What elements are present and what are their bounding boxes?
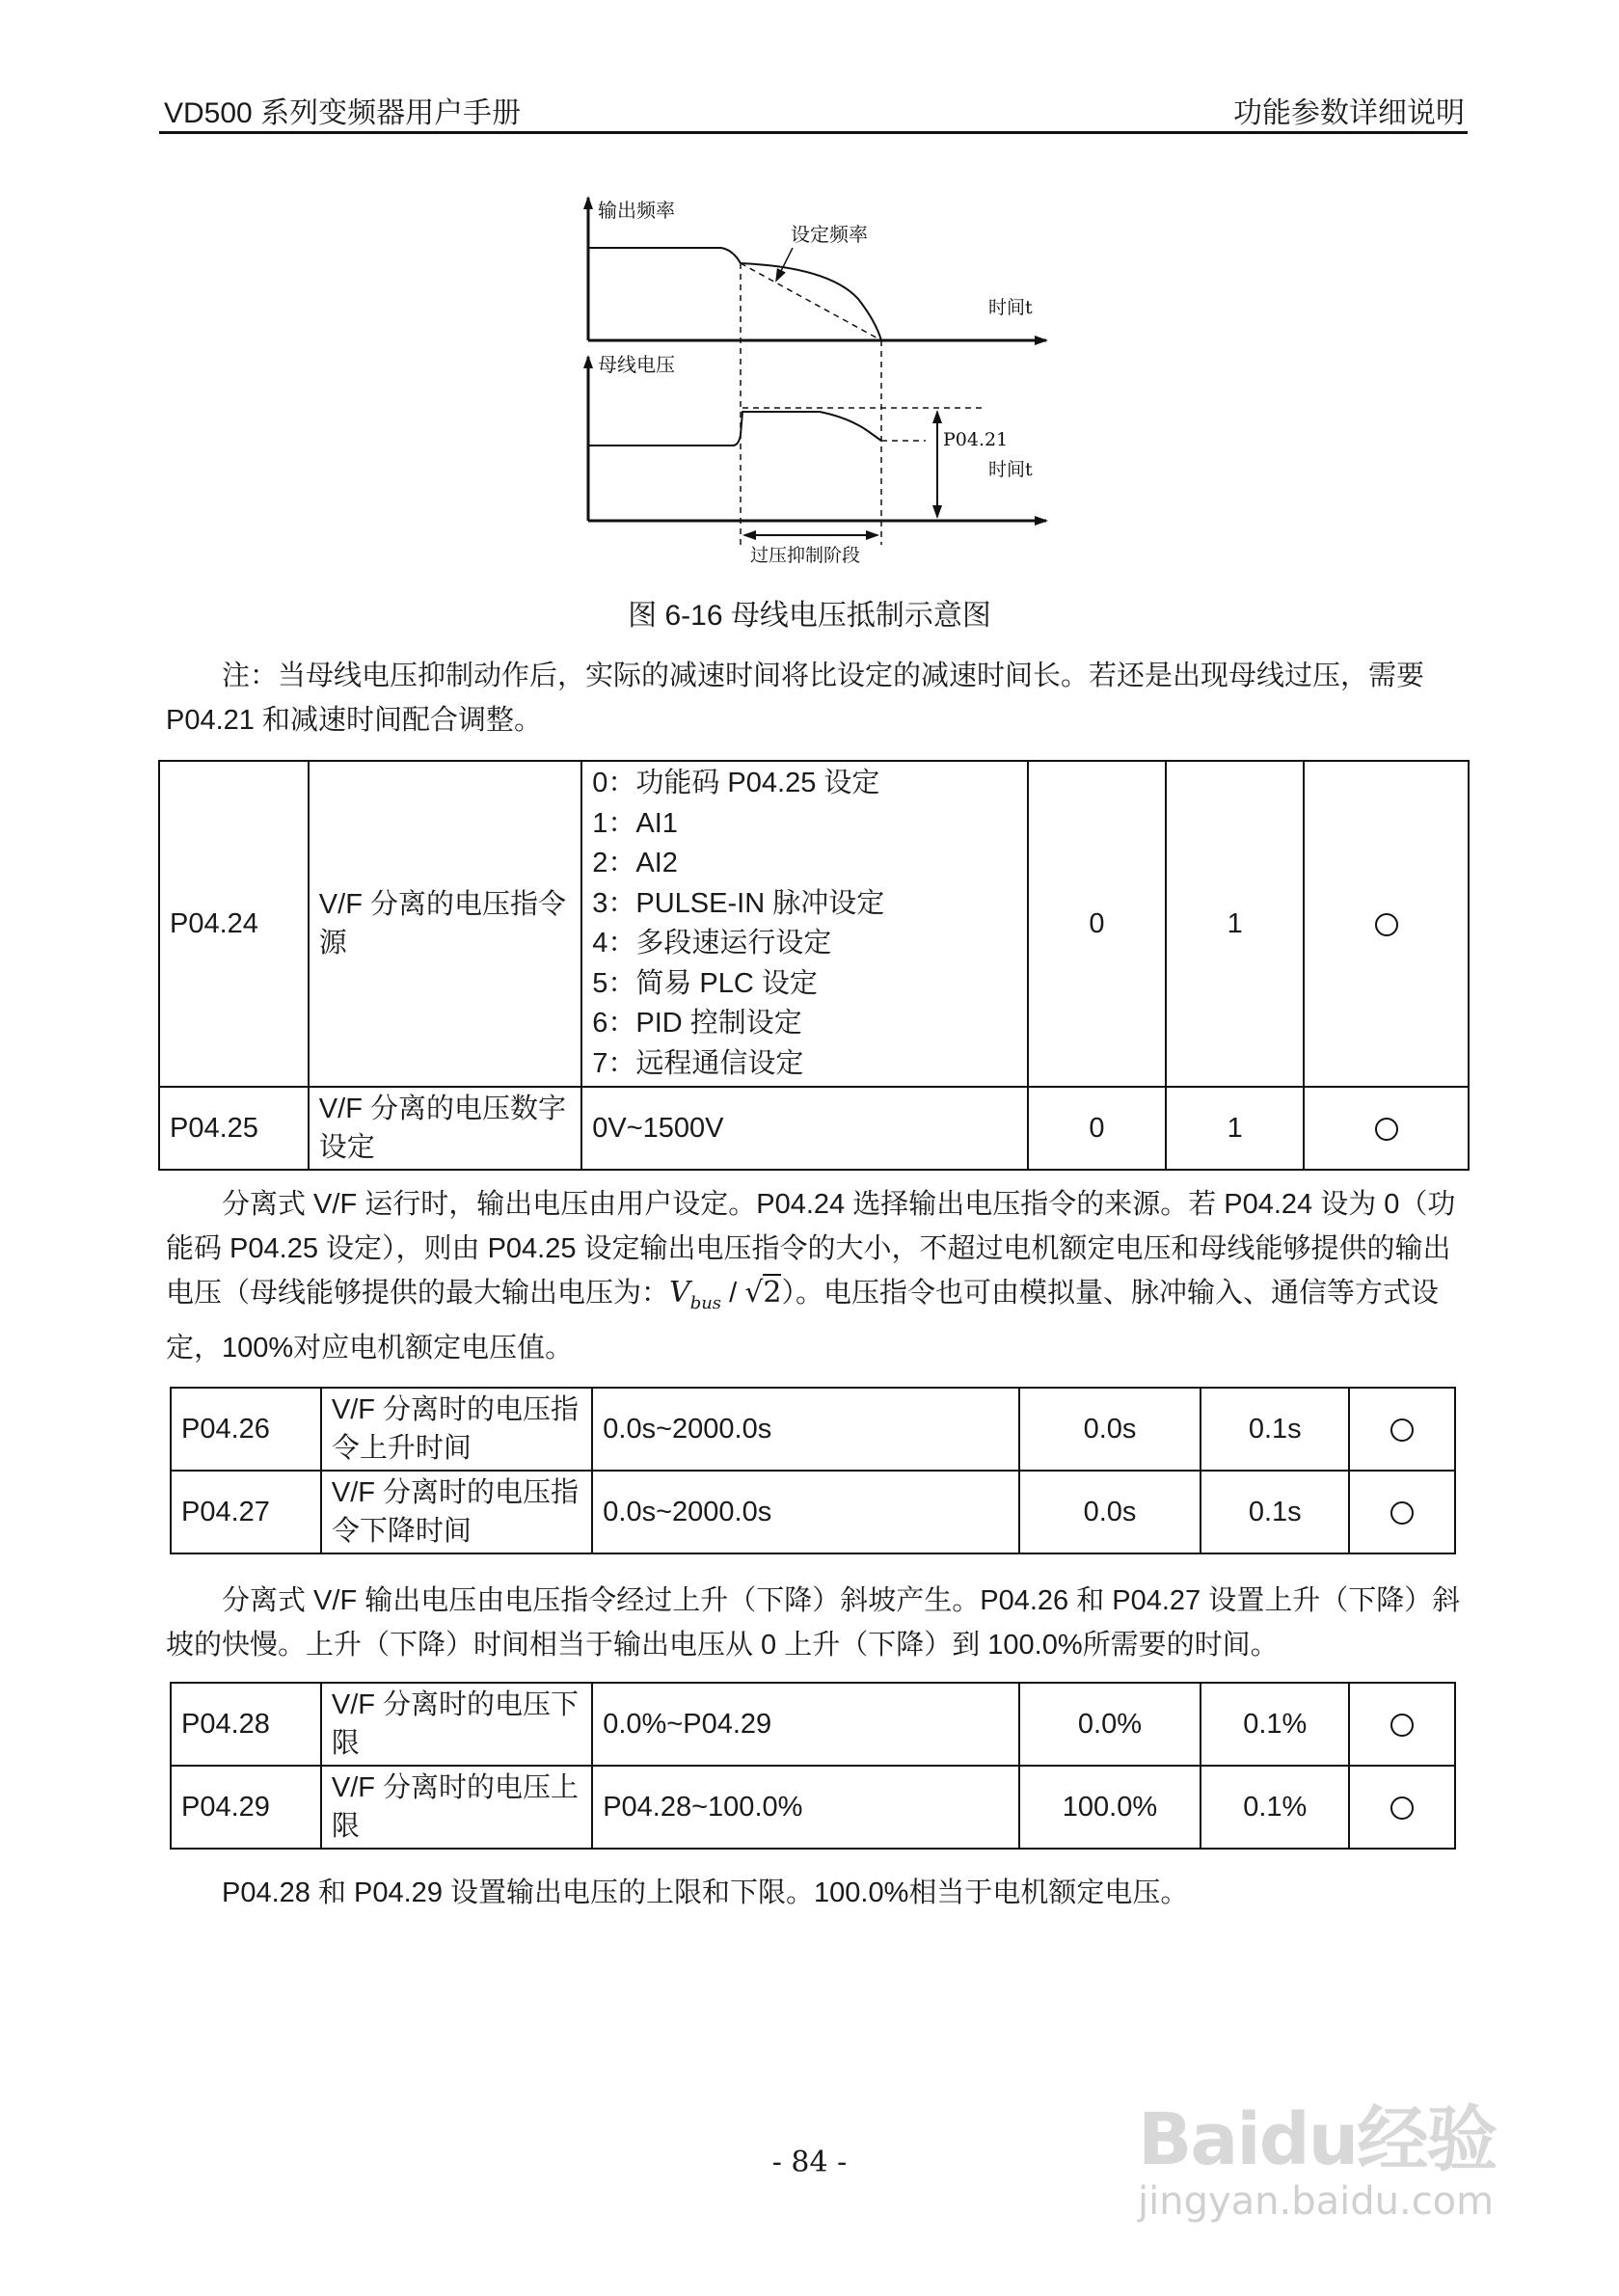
modifiable-indicator: [1349, 1766, 1455, 1849]
modifiable-indicator: [1304, 761, 1469, 1087]
set-frequency-label: 设定频率: [791, 223, 868, 246]
param-default: 0.0s: [1019, 1471, 1201, 1553]
param-name: V/F 分离时的电压下限: [321, 1683, 592, 1766]
figure-caption: 图 6-16 母线电压抵制示意图: [628, 600, 991, 632]
formula-num: 2: [763, 1276, 782, 1310]
vbus-symbol: [669, 1276, 722, 1313]
param-table-p0424-p0425: [158, 760, 1470, 1171]
output-frequency-curve: [588, 248, 881, 340]
circle-icon: [1390, 1501, 1414, 1525]
param-code: P04.25: [159, 1087, 309, 1170]
para2-text: 分离式 V/F 输出电压由电压指令经过上升（下降）斜坡产生。P04.26 和 P04.27 设置上升（下降）斜坡的快慢。上升（下降）时间相当于输出电压从 0 上升（下降）到 100.0%所需要的时间。: [166, 1585, 1461, 1661]
param-default: 0.0s: [1019, 1388, 1201, 1471]
param-range: 0.0%~P04.29: [592, 1683, 1018, 1766]
param-code: P04.27: [171, 1471, 321, 1553]
circle-icon: [1390, 1418, 1414, 1442]
formula-divider: /: [721, 1278, 745, 1309]
circle-icon: [1375, 1118, 1398, 1141]
sqrt-symbol: [744, 1274, 781, 1310]
p0421-label: P04.21: [943, 429, 1009, 450]
option-item: 7：远程通信设定: [592, 1047, 804, 1079]
param-name: V/F 分离的电压数字设定: [309, 1087, 581, 1170]
top-y-label: 输出频率: [598, 199, 675, 222]
top-x-label: 时间t: [988, 297, 1033, 318]
option-item: 3：PULSE-IN 脉冲设定: [592, 887, 885, 919]
formula-sqrt: √: [744, 1276, 764, 1310]
header-manual-title: VD500 系列变频器用户手册: [164, 97, 522, 129]
option-item: 0：功能码 P04.25 设定: [592, 768, 880, 798]
circle-icon: [1375, 913, 1398, 936]
bus-voltage-diagram: [540, 188, 1080, 574]
param-default: 100.0%: [1019, 1766, 1201, 1849]
param-default: 0.0%: [1019, 1683, 1201, 1766]
param-default: 0: [1028, 761, 1167, 1087]
option-item: 2：AI2: [592, 848, 678, 878]
bottom-x-label: 时间t: [988, 459, 1033, 480]
table-row: [159, 761, 1469, 1087]
table-row: [159, 1087, 1469, 1170]
param-name: V/F 分离时的电压指令下降时间: [321, 1471, 592, 1553]
param-range: 0V~1500V: [581, 1087, 1027, 1170]
modifiable-indicator: [1349, 1471, 1455, 1553]
param-table-p0428-p0429: [170, 1682, 1456, 1850]
param-unit: 0.1%: [1201, 1766, 1349, 1849]
param-default: 0: [1028, 1087, 1167, 1170]
param-range: 0.0s~2000.0s: [592, 1388, 1018, 1471]
overvoltage-stage-label: 过压抑制阶段: [750, 545, 861, 566]
option-item: 6：PID 控制设定: [592, 1008, 802, 1039]
para1-text-a: 分离式 V/F 运行时，输出电压由用户设定。P04.24 选择输出电压指令的来源。若 P04.24 设为 0（功能码 P04.25 设定），则由 P04.25 设定输出电压指令的大小，不超过电机额定电压和母线能够提供的输出电压（母线能够提供的最大输出电压为：: [166, 1189, 1456, 1309]
option-item: 1：AI1: [592, 807, 678, 839]
table-row: [171, 1471, 1455, 1553]
para1-text-b: ）。电压指令也可由模拟量、脉冲输入、通信等方式设定，100%对应电机额定电压值。: [166, 1278, 1439, 1364]
param-unit: 0.1s: [1201, 1388, 1349, 1471]
circle-icon: [1390, 1714, 1414, 1737]
formula-v: V: [669, 1276, 690, 1310]
watermark-url: jingyan.baidu.com: [1138, 2179, 1495, 2224]
note-paragraph: [166, 654, 1470, 743]
header-rule: [159, 131, 1468, 134]
option-item: 5：简易 PLC 设定: [592, 967, 818, 999]
param-range: 0.0s~2000.0s: [592, 1471, 1018, 1553]
param-table-p0426-p0427: [170, 1387, 1456, 1554]
param-code: P04.26: [171, 1388, 321, 1471]
param-name: V/F 分离时的电压上限: [321, 1766, 592, 1849]
table-row: [171, 1388, 1455, 1471]
bus-voltage-curve: [588, 412, 881, 446]
param-options: [581, 761, 1027, 1087]
param-unit: 1: [1166, 1087, 1304, 1170]
bottom-y-label: 母线电压: [598, 353, 675, 376]
formula-sub: bus: [689, 1293, 722, 1313]
modifiable-indicator: [1349, 1388, 1455, 1471]
modifiable-indicator: [1349, 1683, 1455, 1766]
param-unit: 1: [1166, 761, 1304, 1087]
circle-icon: [1390, 1796, 1414, 1820]
param-unit: 0.1%: [1201, 1683, 1349, 1766]
param-code: P04.29: [171, 1766, 321, 1849]
option-item: 4：多段速运行设定: [592, 928, 832, 959]
para3-text: P04.28 和 P04.29 设置输出电压的上限和下限。100.0%相当于电机额定电压。: [222, 1877, 1189, 1908]
vf-separation-paragraph: [166, 1182, 1470, 1370]
param-code: P04.24: [159, 761, 309, 1087]
watermark-logo: Baidu经验: [1138, 2098, 1497, 2181]
page-number: - 84 -: [771, 2146, 848, 2179]
limit-paragraph: [166, 1871, 1470, 1915]
table-row: [171, 1766, 1455, 1849]
param-name: V/F 分离时的电压指令上升时间: [321, 1388, 592, 1471]
param-code: P04.28: [171, 1683, 321, 1766]
param-unit: 0.1s: [1201, 1471, 1349, 1553]
modifiable-indicator: [1304, 1087, 1469, 1170]
param-range: P04.28~100.0%: [592, 1766, 1018, 1849]
set-frequency-pointer: [776, 248, 793, 281]
note-text: 注：当母线电压抑制动作后，实际的减速时间将比设定的减速时间长。若还是出现母线过压，需要 P04.21 和减速时间配合调整。: [166, 661, 1425, 736]
header-section-title: 功能参数详细说明: [1233, 97, 1465, 129]
param-name: V/F 分离的电压指令源: [309, 761, 581, 1087]
table-row: [171, 1683, 1455, 1766]
ramp-paragraph: [166, 1579, 1470, 1667]
